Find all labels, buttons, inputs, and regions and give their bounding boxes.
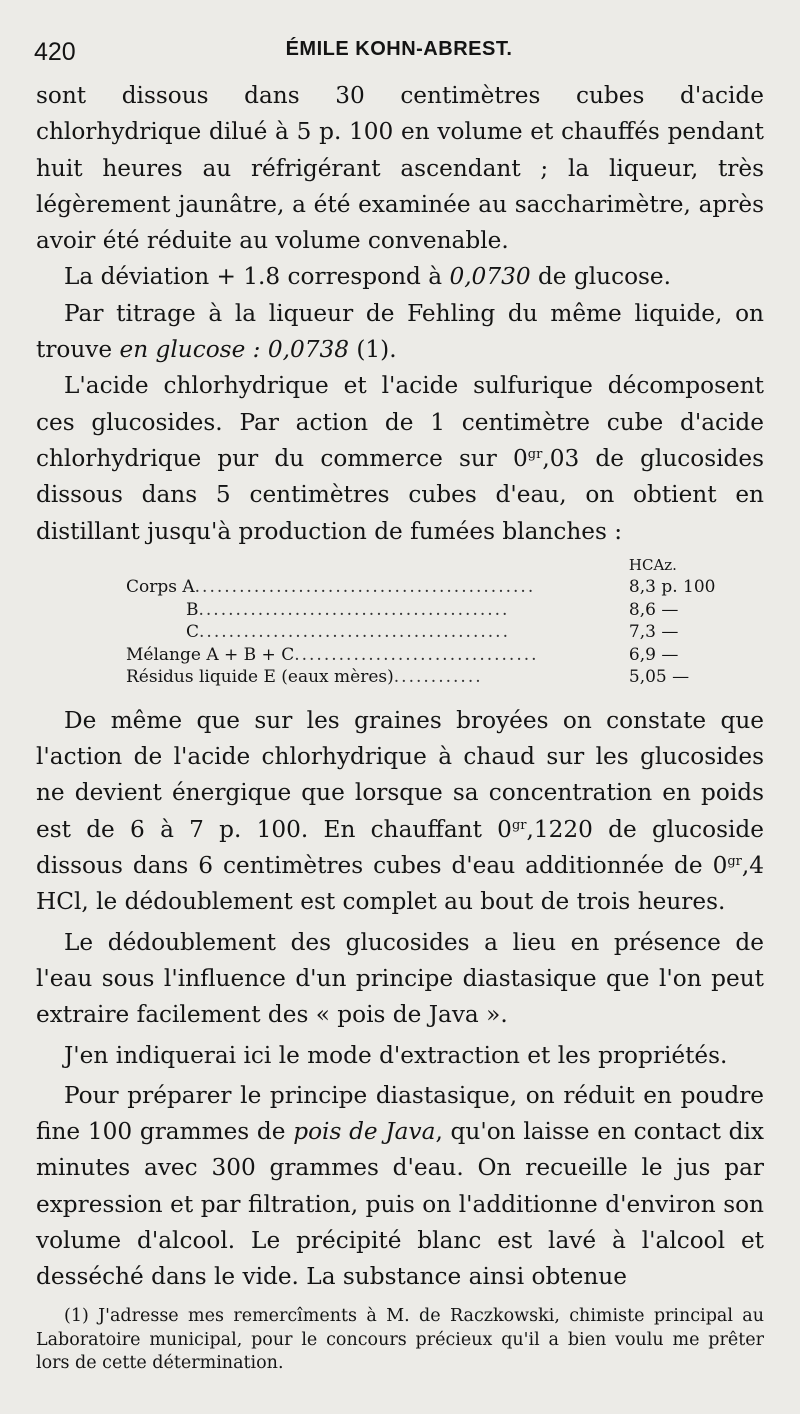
row-label: Mélange A + B + C <box>126 644 295 665</box>
table-row <box>126 576 764 599</box>
row-value: 8,6 — <box>628 599 679 620</box>
table-row <box>126 621 764 644</box>
paragraph <box>36 703 764 921</box>
footnote <box>36 1305 764 1376</box>
unit-superscript: gr <box>527 446 543 462</box>
paragraph <box>36 368 764 549</box>
page-number: 420 <box>34 38 76 66</box>
row-label: C <box>186 622 200 643</box>
footnote-ref: (1). <box>348 336 397 364</box>
body-text <box>36 78 764 1296</box>
text-run: ,4 HCl, le dédoublement est complet au bout de trois heures. <box>36 852 764 916</box>
paragraph: J'en indiquerai ici le mode d'extraction et les propriétés. <box>64 1041 728 1069</box>
dot-leader: .......................................... <box>199 622 510 643</box>
row-value: 6,9 — <box>628 644 679 665</box>
row-label: Corps A <box>126 577 195 598</box>
dot-leader: .............................................. <box>194 577 536 598</box>
dot-leader: ................................. <box>294 644 539 665</box>
column-header: HCAz. <box>628 555 677 574</box>
page-header <box>34 38 764 74</box>
table-row <box>126 644 764 667</box>
results-table <box>126 554 764 689</box>
text-run: L'acide chlorhydrique et l'acide sulfurique décomposent ces glucosides. Par action de 1 centimètre cube d'acide chlorhydrique pur du commerce sur 0 <box>36 372 764 472</box>
italic-value: 0,0730 <box>449 263 531 291</box>
paragraph <box>36 296 764 369</box>
unit-superscript: gr <box>727 854 742 870</box>
footnote-text: (1) J'adresse mes remercîments à M. de Raczkowski, chimiste principal au Laboratoire municipal, pour le concours précieux qu'il a bien voulu me prêter lors de cette détermination. <box>36 1306 764 1373</box>
text-run: Par titrage à la liqueur de Fehling du même liquide, on trouve <box>36 299 764 364</box>
row-value: 7,3 — <box>628 622 679 643</box>
paragraph: sont dissous dans 30 centimètres cubes d'acide chlorhydrique dilué à 5 p. 100 en volume et chauffés pendant huit heures au réfrigérant ascendant ; la liqueur, très légèrement jaunâtre, a été examinée au saccharimètre, après avoir été réduite au volume convenable. <box>36 82 764 255</box>
row-label: Résidus liquide E (eaux mères) <box>126 667 394 688</box>
dot-leader: ............ <box>393 667 483 688</box>
text-run: , qu'on laisse en contact dix minutes avec 300 grammes d'eau. On recueille le jus par expression et par filtration, puis on l'additionne d'environ son volume d'alcool. Le précipité blanc est lavé à l'alcool et desséché dans le vide. La substance ainsi obtenue <box>36 1118 765 1291</box>
text-run: de glucose. <box>530 263 672 291</box>
paragraph: Le dédoublement des glucosides a lieu en présence de l'eau sous l'influence d'un principe diastasique que l'on peut extraire facilement des « pois de Java ». <box>36 928 764 1029</box>
italic-value: en glucose : 0,0738 <box>119 336 349 364</box>
text-run: Pour préparer le principe diastasique, on réduit en poudre fine 100 grammes de <box>36 1081 764 1146</box>
text-run: La déviation + 1.8 correspond à <box>64 263 450 291</box>
unit-superscript: gr <box>511 817 527 833</box>
italic-term: pois de Java <box>293 1118 436 1146</box>
text-run: ,03 de glucosides dissous dans 5 centimètres cubes d'eau, on obtient en distillant jusqu'à production de fumées blanches : <box>36 444 764 545</box>
row-label: B <box>186 599 199 620</box>
paragraph <box>36 1078 764 1296</box>
table-row <box>126 666 764 689</box>
row-value: 8,3 p. 100 <box>628 577 716 598</box>
paragraph <box>36 259 764 295</box>
running-head: ÉMILE KOHN-ABREST. <box>285 38 513 60</box>
text-run: De même que sur les graines broyées on constate que l'action de l'acide chlorhydrique à chaud sur les glucosides ne devient énergique que lorsque sa concentration en poids est de 6 à 7 p. 100. En chauffant 0 <box>36 706 764 843</box>
row-value: 5,05 — <box>628 667 690 688</box>
table-header-row <box>126 554 764 577</box>
dot-leader: .......................................... <box>198 599 510 620</box>
table-row <box>126 599 764 622</box>
text-run: ,1220 de glucoside dissous dans 6 centimètres cubes d'eau additionnée de 0 <box>36 815 764 880</box>
